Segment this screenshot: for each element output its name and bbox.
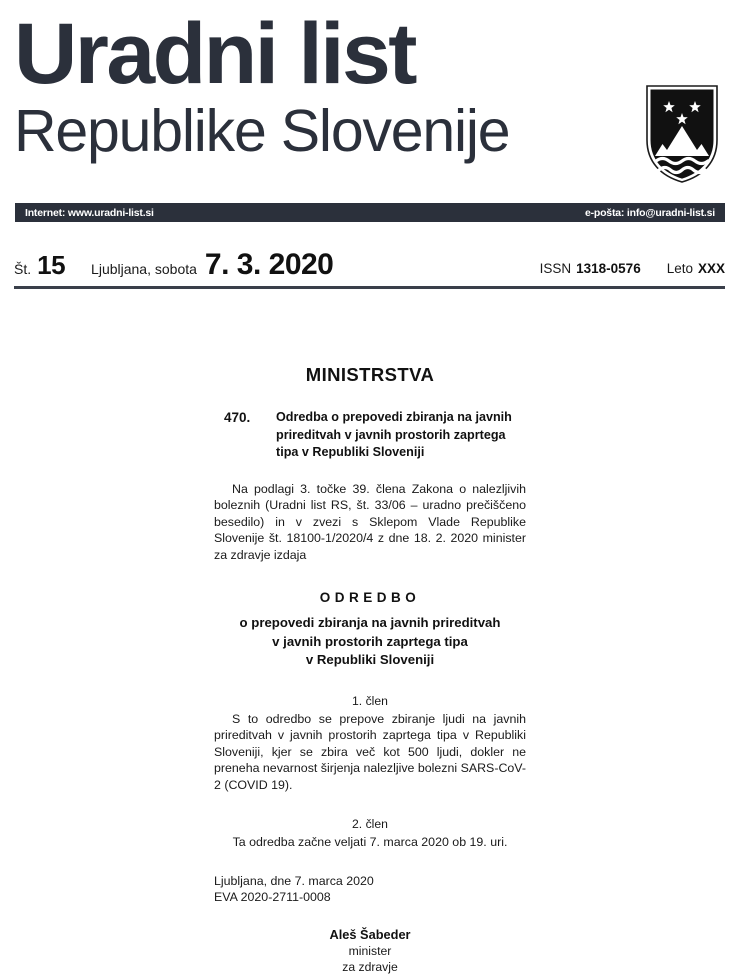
article-2-label: 2. člen — [352, 817, 388, 832]
issn-value: 1318-0576 — [576, 261, 641, 276]
act-subtitle — [214, 614, 526, 669]
issue-right-group — [540, 261, 725, 276]
masthead-title-line1: Uradni list — [14, 6, 415, 102]
email-address[interactable]: e-pošta: info@uradni-list.si — [584, 206, 715, 219]
masthead-title-line2: Republike Slovenije — [14, 97, 510, 164]
act-entry-number: 470. — [224, 410, 251, 426]
act-subtitle-line1: o prepovedi zbiranja na javnih prireditvah — [239, 615, 501, 631]
issue-left-group — [14, 248, 333, 282]
year-label: Leto — [666, 261, 693, 276]
header-divider — [14, 286, 725, 289]
signatory-role-line1: minister — [348, 943, 392, 958]
section-heading: MINISTRSTVA — [305, 364, 435, 385]
year-value: XXX — [697, 261, 725, 276]
issue-place-day: Ljubljana, sobota — [91, 261, 197, 277]
masthead-title — [14, 6, 634, 164]
article-1-label: 1. člen — [352, 693, 388, 708]
masthead — [0, 0, 739, 232]
internet-address[interactable]: Internet: www.uradni-list.si — [25, 206, 154, 219]
slovenia-coat-of-arms-icon — [643, 82, 721, 186]
act-entry — [214, 409, 526, 460]
eva-number: EVA 2020-2711-0008 — [214, 890, 331, 905]
signature-block — [214, 926, 526, 975]
content-column — [214, 363, 526, 975]
act-subtitle-line2: v javnih prostorih zaprtega tipa — [272, 633, 468, 649]
issn-label: ISSN — [539, 261, 572, 276]
document-body — [0, 300, 739, 975]
act-kicker: ODREDBO — [319, 590, 421, 606]
issue-number-value: 15 — [37, 250, 66, 280]
signatory-role-line2: za zdravje — [342, 959, 398, 974]
issue-date: 7. 3. 2020 — [204, 248, 334, 281]
issue-line — [0, 240, 739, 286]
place-and-date: Ljubljana, dne 7. marca 2020 — [214, 873, 374, 888]
article-2-text: Ta odredba začne veljati 7. marca 2020 ob 19. uri. — [232, 835, 508, 850]
preamble-paragraph: Na podlagi 3. točke 39. člena Zakona o nalezljivih boleznih (Uradni list RS, št. 33/06 – uradno prečiščeno besedilo) in v zvezi s Sklepom Vlade Republike Slovenije št. 18100-1/2020/4 z dne 18. 2. 2020 minister za zdravje izdaja — [214, 481, 526, 562]
article-1-text: S to odredbo se prepove zbiranje ljudi na javnih prireditvah v javnih prostorih zaprtega tipa v Republiki Sloveniji, kjer se zbira več kot 500 ljudi, dokler ne preneha nevarnost širjenja nalezljive bolezni SARS-CoV-2 (COVID 19). — [214, 711, 526, 792]
act-subtitle-line3: v Republiki Sloveniji — [305, 652, 435, 668]
issue-number-label: Št. — [14, 261, 32, 277]
act-entry-title: Odredba o prepovedi zbiranja na javnih prireditvah v javnih prostorih zaprtega tipa v Republiki Sloveniji — [276, 410, 512, 459]
signatory-name: Aleš Šabeder — [329, 926, 411, 942]
contact-bar — [15, 203, 725, 222]
